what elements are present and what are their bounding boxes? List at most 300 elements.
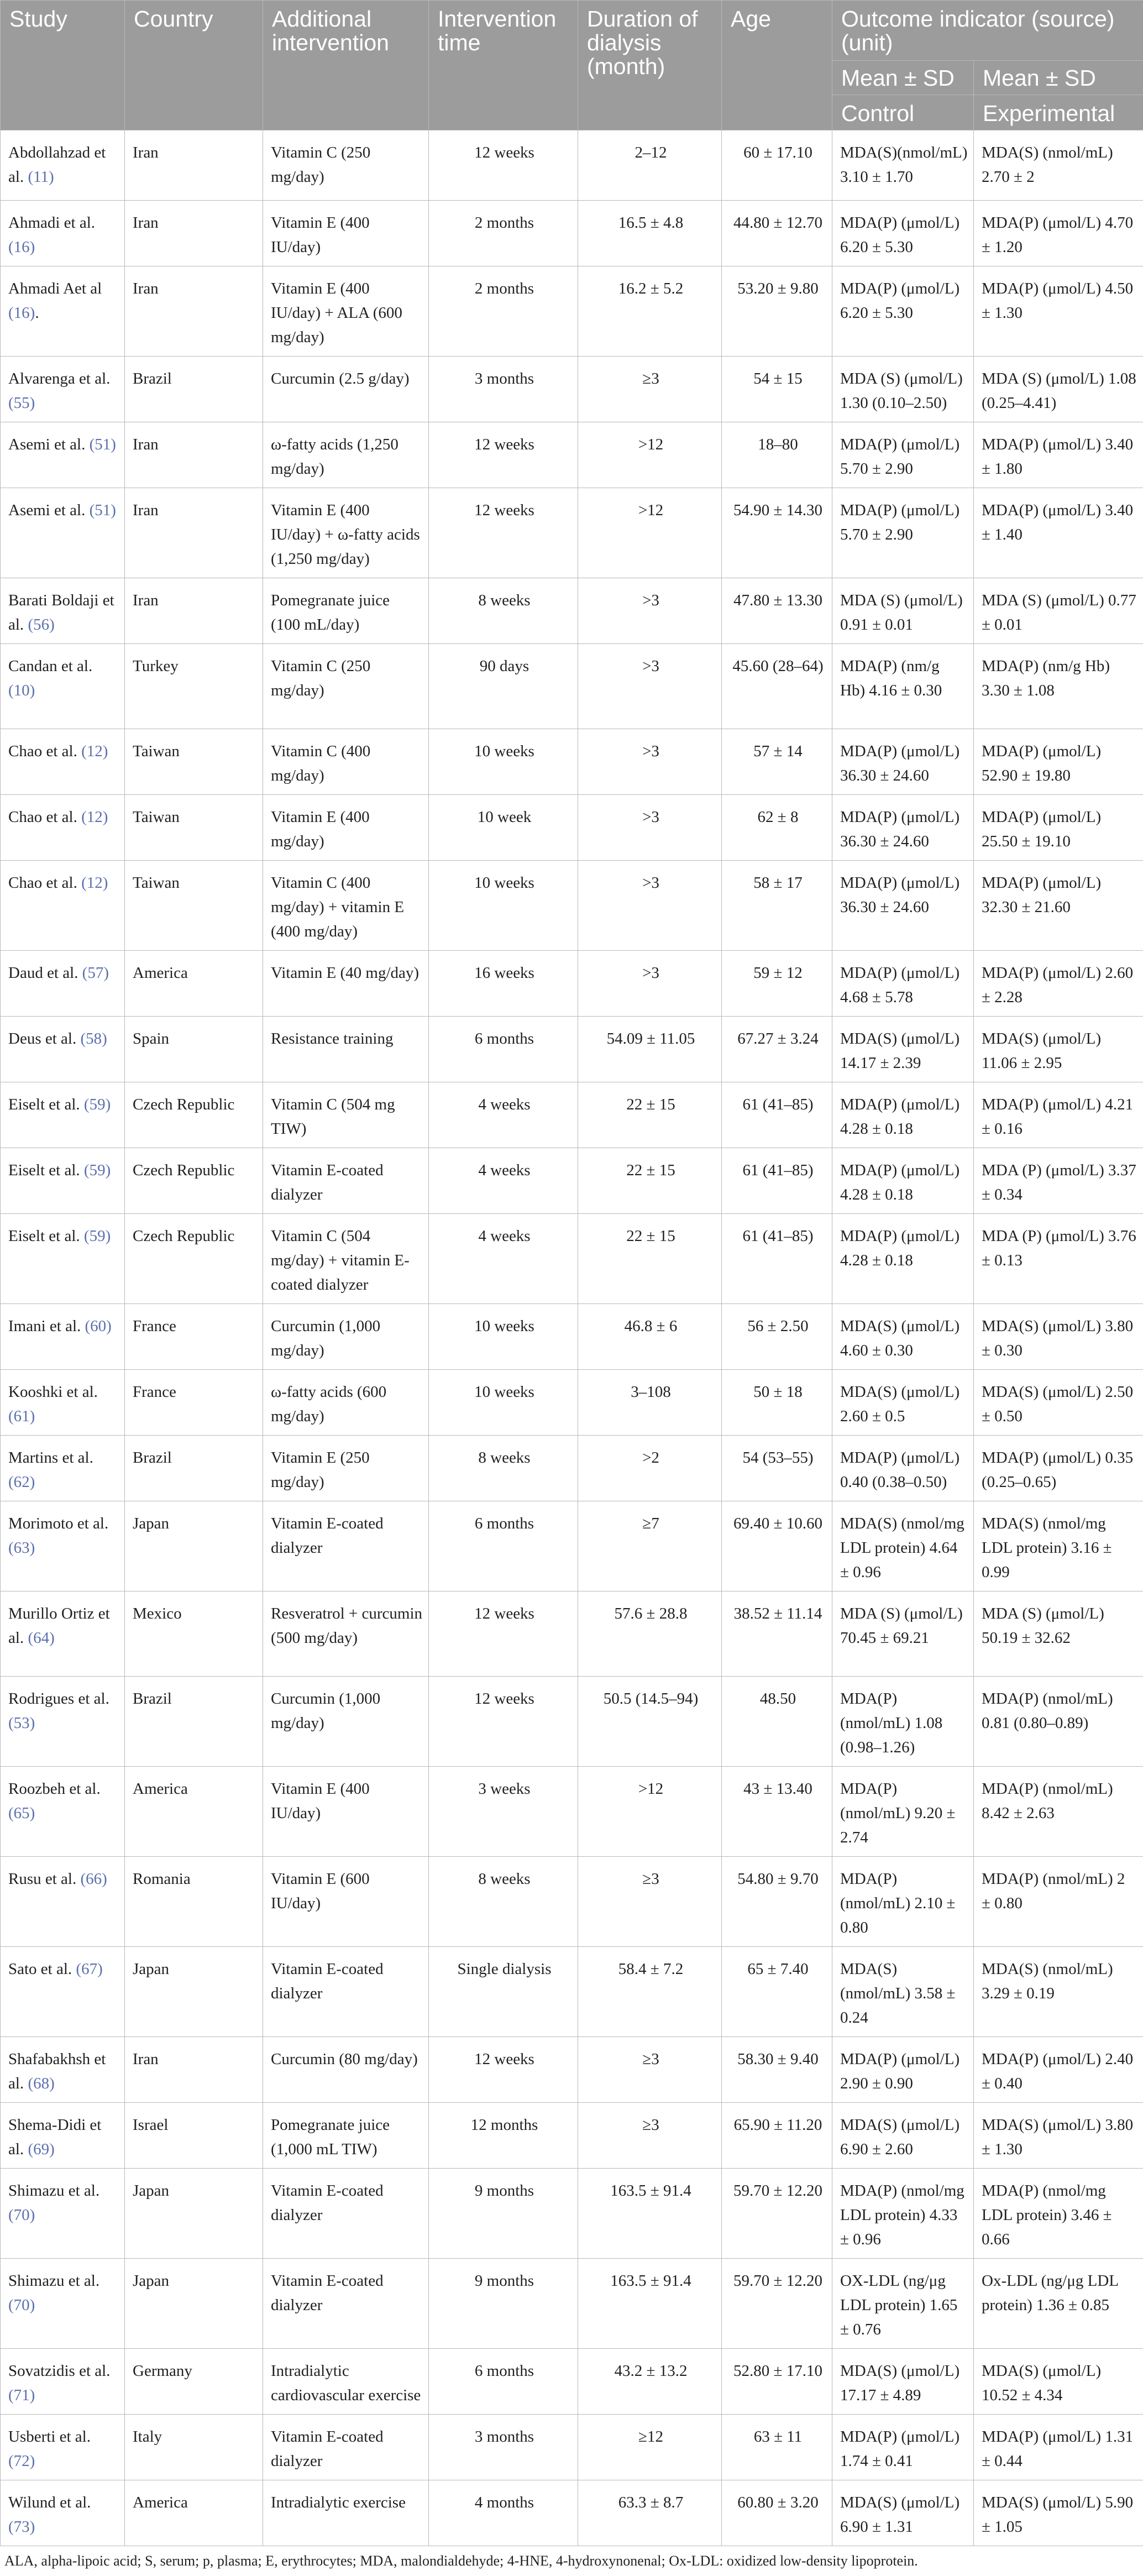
- country-cell: Iran: [125, 266, 263, 357]
- experimental-cell: MDA(P) (μmol/L) 3.40 ± 1.40: [974, 488, 1143, 578]
- study-name: Barati Boldaji et al.: [8, 591, 114, 633]
- study-cell: [1, 1082, 125, 1148]
- reference-link[interactable]: (51): [90, 436, 116, 453]
- duration-cell: 163.5 ± 91.4: [578, 2169, 722, 2259]
- experimental-cell: MDA(S) (nmol/mg LDL protein) 3.16 ± 0.99: [974, 1501, 1143, 1591]
- intervention-cell: Vitamin C (504 mg TIW): [263, 1082, 429, 1148]
- control-cell: MDA(P) (μmol/L) 2.90 ± 0.90: [832, 2037, 974, 2103]
- country-cell: America: [125, 1767, 263, 1857]
- experimental-cell: MDA (S) (μmol/L) 0.77 ± 0.01: [974, 578, 1143, 644]
- reference-link[interactable]: (53): [8, 1714, 35, 1732]
- control-cell: MDA(P) (μmol/L) 6.20 ± 5.30: [832, 201, 974, 266]
- table-row: [1, 2349, 1143, 2415]
- age-cell: 59.70 ± 12.20: [722, 2259, 832, 2349]
- country-cell: Japan: [125, 1947, 263, 2037]
- duration-cell: ≥3: [578, 2037, 722, 2103]
- intervention-cell: Vitamin E-coated dialyzer: [263, 1947, 429, 2037]
- intervention-time-cell: 4 weeks: [429, 1082, 578, 1148]
- country-cell: Japan: [125, 2259, 263, 2349]
- table-row: [1, 1857, 1143, 1947]
- study-cell: [1, 1677, 125, 1767]
- age-cell: 53.20 ± 9.80: [722, 266, 832, 357]
- country-cell: Turkey: [125, 644, 263, 729]
- intervention-time-cell: 90 days: [429, 644, 578, 729]
- reference-link[interactable]: (51): [90, 501, 116, 519]
- table-row: [1, 1017, 1143, 1082]
- table-row: [1, 2169, 1143, 2259]
- study-cell: [1, 2259, 125, 2349]
- study-cell: [1, 861, 125, 951]
- study-name: Usberti et al.: [8, 2428, 91, 2446]
- duration-cell: 54.09 ± 11.05: [578, 1017, 722, 1082]
- control-cell: MDA(S)(nmol/mL) 3.10 ± 1.70: [832, 130, 974, 201]
- intervention-time-cell: 10 weeks: [429, 729, 578, 795]
- reference-link[interactable]: (11): [28, 168, 54, 186]
- intervention-time-cell: 10 weeks: [429, 1304, 578, 1370]
- study-name: Deus et al.: [8, 1030, 76, 1048]
- table-row: [1, 1767, 1143, 1857]
- header-mean-sd-label: Mean ± SD: [832, 61, 973, 95]
- study-cell: [1, 1767, 125, 1857]
- intervention-time-cell: 3 weeks: [429, 1767, 578, 1857]
- age-cell: 59.70 ± 12.20: [722, 2169, 832, 2259]
- study-cell: [1, 1501, 125, 1591]
- study-cell: [1, 357, 125, 422]
- reference-link[interactable]: (69): [28, 2140, 54, 2158]
- country-cell: Iran: [125, 130, 263, 201]
- reference-link[interactable]: (12): [81, 742, 108, 760]
- experimental-cell: MDA(P) (μmol/L) 4.70 ± 1.20: [974, 201, 1143, 266]
- study-name: Sato et al.: [8, 1960, 72, 1978]
- intervention-cell: Pomegranate juice (100 mL/day): [263, 578, 429, 644]
- country-cell: Iran: [125, 578, 263, 644]
- intervention-time-cell: 9 months: [429, 2169, 578, 2259]
- intervention-cell: Curcumin (1,000 mg/day): [263, 1304, 429, 1370]
- age-cell: 44.80 ± 12.70: [722, 201, 832, 266]
- reference-link[interactable]: (73): [8, 2518, 35, 2536]
- country-cell: Czech Republic: [125, 1082, 263, 1148]
- control-cell: MDA(S) (μmol/L) 6.90 ± 2.60: [832, 2103, 974, 2169]
- reference-link[interactable]: (59): [84, 1227, 111, 1245]
- header-outcome-indicator: Outcome indicator (source) (unit): [832, 1, 1143, 61]
- study-cell: [1, 729, 125, 795]
- intervention-cell: Vitamin E (400 mg/day): [263, 795, 429, 861]
- control-cell: MDA(P) (nm/g Hb) 4.16 ± 0.30: [832, 644, 974, 729]
- control-cell: MDA(P) (nmol/mL) 9.20 ± 2.74: [832, 1767, 974, 1857]
- study-name: Chao et al.: [8, 874, 77, 892]
- country-cell: Romania: [125, 1857, 263, 1947]
- table-row: [1, 357, 1143, 422]
- control-cell: MDA(S) (nmol/mL) 3.58 ± 0.24: [832, 1947, 974, 2037]
- header-age: Age: [722, 1, 832, 130]
- study-name: Shimazu et al.: [8, 2182, 99, 2200]
- age-cell: 58 ± 17: [722, 861, 832, 951]
- intervention-cell: Vitamin E (400 IU/day): [263, 201, 429, 266]
- age-cell: 60.80 ± 3.20: [722, 2480, 832, 2546]
- study-name: Chao et al.: [8, 808, 77, 826]
- study-name: Shafabakhsh et al.: [8, 2050, 106, 2092]
- control-cell: MDA(S) (μmol/L) 6.90 ± 1.31: [832, 2480, 974, 2546]
- age-cell: 54 ± 15: [722, 357, 832, 422]
- reference-link[interactable]: (60): [85, 1317, 112, 1335]
- study-name: Rodrigues et al.: [8, 1690, 109, 1708]
- reference-link[interactable]: (16): [8, 304, 35, 322]
- duration-cell: >3: [578, 861, 722, 951]
- age-cell: 57 ± 14: [722, 729, 832, 795]
- intervention-cell: Vitamin E (400 IU/day) + ALA (600 mg/day): [263, 266, 429, 357]
- experimental-cell: MDA(P) (μmol/L) 2.60 ± 2.28: [974, 951, 1143, 1017]
- experimental-cell: MDA (S) (μmol/L) 1.08 (0.25–4.41): [974, 357, 1143, 422]
- reference-link[interactable]: (57): [82, 964, 109, 982]
- study-cell: [1, 644, 125, 729]
- age-cell: 38.52 ± 11.14: [722, 1591, 832, 1677]
- study-cell: [1, 2415, 125, 2480]
- table-row: [1, 1370, 1143, 1436]
- intervention-time-cell: 4 weeks: [429, 1148, 578, 1214]
- table-header: [1, 1, 1143, 130]
- age-cell: 69.40 ± 10.60: [722, 1501, 832, 1591]
- study-cell: [1, 578, 125, 644]
- intervention-time-cell: 2 months: [429, 266, 578, 357]
- reference-link[interactable]: (61): [8, 1407, 35, 1425]
- duration-cell: >3: [578, 951, 722, 1017]
- intervention-time-cell: 8 weeks: [429, 578, 578, 644]
- experimental-cell: MDA(P) (μmol/L) 3.40 ± 1.80: [974, 422, 1143, 488]
- intervention-time-cell: 6 months: [429, 1501, 578, 1591]
- reference-link[interactable]: (62): [8, 1473, 35, 1491]
- experimental-cell: MDA(P) (μmol/L) 25.50 ± 19.10: [974, 795, 1143, 861]
- reference-link[interactable]: (65): [8, 1804, 35, 1822]
- study-name: Shema-Didi et al.: [8, 2116, 101, 2158]
- table-row: [1, 795, 1143, 861]
- study-cell: [1, 422, 125, 488]
- study-cell: [1, 1017, 125, 1082]
- intervention-cell: Vitamin E-coated dialyzer: [263, 1501, 429, 1591]
- study-name: Sovatzidis et al.: [8, 2362, 110, 2380]
- intervention-cell: Vitamin C (400 mg/day): [263, 729, 429, 795]
- intervention-cell: Vitamin E (40 mg/day): [263, 951, 429, 1017]
- control-cell: MDA (S) (μmol/L) 0.91 ± 0.01: [832, 578, 974, 644]
- reference-link[interactable]: (66): [81, 1870, 107, 1888]
- reference-link[interactable]: (72): [8, 2452, 35, 2470]
- intervention-cell: Curcumin (80 mg/day): [263, 2037, 429, 2103]
- age-cell: 58.30 ± 9.40: [722, 2037, 832, 2103]
- age-cell: 18–80: [722, 422, 832, 488]
- country-cell: Taiwan: [125, 861, 263, 951]
- country-cell: America: [125, 951, 263, 1017]
- country-cell: Italy: [125, 2415, 263, 2480]
- study-cell: [1, 1370, 125, 1436]
- table-row: [1, 729, 1143, 795]
- study-name: Roozbeh et al.: [8, 1780, 101, 1798]
- experimental-cell: MDA (P) (μmol/L) 3.76 ± 0.13: [974, 1214, 1143, 1304]
- duration-cell: >3: [578, 729, 722, 795]
- intervention-time-cell: 8 weeks: [429, 1436, 578, 1501]
- table-row: [1, 1082, 1143, 1148]
- country-cell: Czech Republic: [125, 1148, 263, 1214]
- study-name: Kooshki et al.: [8, 1383, 98, 1401]
- country-cell: Spain: [125, 1017, 263, 1082]
- control-cell: MDA(P) (μmol/L) 1.74 ± 0.41: [832, 2415, 974, 2480]
- intervention-cell: Vitamin C (504 mg/day) + vitamin E-coated dialyzer: [263, 1214, 429, 1304]
- intervention-cell: Vitamin E-coated dialyzer: [263, 2259, 429, 2349]
- reference-link[interactable]: (12): [81, 874, 108, 892]
- reference-link[interactable]: (59): [84, 1096, 111, 1113]
- reference-link[interactable]: (12): [81, 808, 108, 826]
- table-row: [1, 201, 1143, 266]
- study-cell: [1, 130, 125, 201]
- age-cell: 54.90 ± 14.30: [722, 488, 832, 578]
- duration-cell: 163.5 ± 91.4: [578, 2259, 722, 2349]
- control-cell: MDA(P) (μmol/L) 36.30 ± 24.60: [832, 729, 974, 795]
- study-name: Martins et al.: [8, 1449, 93, 1467]
- study-name: Shimazu et al.: [8, 2272, 99, 2290]
- table-row: [1, 2415, 1143, 2480]
- header-country: Country: [125, 1, 263, 130]
- table-row: [1, 266, 1143, 357]
- control-cell: MDA(P) (μmol/L) 5.70 ± 2.90: [832, 488, 974, 578]
- table-row: [1, 422, 1143, 488]
- study-cell: [1, 1304, 125, 1370]
- intervention-cell: Curcumin (2.5 g/day): [263, 357, 429, 422]
- experimental-cell: MDA(S) (μmol/L) 3.80 ± 1.30: [974, 2103, 1143, 2169]
- age-cell: 65 ± 7.40: [722, 1947, 832, 2037]
- header-intervention-time: Intervention time: [429, 1, 578, 130]
- country-cell: Iran: [125, 201, 263, 266]
- study-name: Asemi et al.: [8, 501, 85, 519]
- duration-cell: 43.2 ± 13.2: [578, 2349, 722, 2415]
- study-name: Ahmadi Aet al: [8, 280, 102, 297]
- study-name: Eiselt et al.: [8, 1227, 80, 1245]
- study-name: Candan et al.: [8, 657, 92, 675]
- reference-link[interactable]: (67): [76, 1960, 102, 1978]
- study-cell: [1, 266, 125, 357]
- reference-link[interactable]: (59): [84, 1161, 111, 1179]
- study-cell: [1, 951, 125, 1017]
- reference-link[interactable]: (70): [8, 2296, 35, 2314]
- study-cell: [1, 2480, 125, 2546]
- duration-cell: 3–108: [578, 1370, 722, 1436]
- table-row: [1, 2103, 1143, 2169]
- intervention-time-cell: 12 weeks: [429, 1677, 578, 1767]
- control-cell: MDA(P) (μmol/L) 0.40 (0.38–0.50): [832, 1436, 974, 1501]
- country-cell: Taiwan: [125, 795, 263, 861]
- country-cell: Iran: [125, 422, 263, 488]
- duration-cell: 16.2 ± 5.2: [578, 266, 722, 357]
- table-row: [1, 1214, 1143, 1304]
- experimental-cell: MDA(S) (μmol/L) 5.90 ± 1.05: [974, 2480, 1143, 2546]
- reference-link[interactable]: (56): [28, 616, 54, 633]
- duration-cell: 22 ± 15: [578, 1214, 722, 1304]
- age-cell: 60 ± 17.10: [722, 130, 832, 201]
- experimental-cell: MDA(P) (μmol/L) 0.35 (0.25–0.65): [974, 1436, 1143, 1501]
- header-duration-of-dialysis: Duration of dialysis (month): [578, 1, 722, 130]
- table-row: [1, 2259, 1143, 2349]
- experimental-cell: MDA(S) (nmol/mL) 2.70 ± 2: [974, 130, 1143, 201]
- header-mean-sd-control: [832, 61, 974, 130]
- control-cell: MDA(P) (μmol/L) 36.30 ± 24.60: [832, 861, 974, 951]
- intervention-time-cell: 3 months: [429, 2415, 578, 2480]
- duration-cell: >2: [578, 1436, 722, 1501]
- age-cell: 54.80 ± 9.70: [722, 1857, 832, 1947]
- study-name: Chao et al.: [8, 742, 77, 760]
- age-cell: 65.90 ± 11.20: [722, 2103, 832, 2169]
- control-cell: MDA(P) (μmol/L) 6.20 ± 5.30: [832, 266, 974, 357]
- duration-cell: 22 ± 15: [578, 1082, 722, 1148]
- study-name: Rusu et al.: [8, 1870, 76, 1888]
- control-cell: MDA(S) (μmol/L) 2.60 ± 0.5: [832, 1370, 974, 1436]
- duration-cell: ≥3: [578, 1857, 722, 1947]
- control-cell: MDA(S) (nmol/mg LDL protein) 4.64 ± 0.96: [832, 1501, 974, 1591]
- intervention-time-cell: 2 months: [429, 201, 578, 266]
- reference-link[interactable]: (71): [8, 2386, 35, 2404]
- control-cell: MDA(P) (μmol/L) 4.28 ± 0.18: [832, 1082, 974, 1148]
- intervention-cell: Intradialytic cardiovascular exercise: [263, 2349, 429, 2415]
- country-cell: Mexico: [125, 1591, 263, 1677]
- experimental-cell: MDA(P) (μmol/L) 4.50 ± 1.30: [974, 266, 1143, 357]
- intervention-cell: Pomegranate juice (1,000 mL TIW): [263, 2103, 429, 2169]
- study-name: Eiselt et al.: [8, 1096, 80, 1113]
- study-name: Alvarenga et al.: [8, 370, 110, 388]
- age-cell: 56 ± 2.50: [722, 1304, 832, 1370]
- control-cell: MDA (S) (μmol/L) 1.30 (0.10–2.50): [832, 357, 974, 422]
- reference-link[interactable]: (16): [8, 238, 35, 256]
- country-cell: Brazil: [125, 1436, 263, 1501]
- reference-link[interactable]: (63): [8, 1539, 35, 1557]
- control-cell: MDA(P) (μmol/L) 5.70 ± 2.90: [832, 422, 974, 488]
- reference-link[interactable]: (58): [80, 1030, 107, 1048]
- duration-cell: 22 ± 15: [578, 1148, 722, 1214]
- reference-link[interactable]: (55): [8, 394, 35, 412]
- duration-cell: 46.8 ± 6: [578, 1304, 722, 1370]
- experimental-cell: MDA(P) (μmol/L) 1.31 ± 0.44: [974, 2415, 1143, 2480]
- table-row: [1, 644, 1143, 729]
- age-cell: 59 ± 12: [722, 951, 832, 1017]
- study-name: Wilund et al.: [8, 2494, 91, 2511]
- country-cell: Brazil: [125, 1677, 263, 1767]
- table-row: [1, 488, 1143, 578]
- intervention-cell: Vitamin E-coated dialyzer: [263, 2169, 429, 2259]
- study-name: Abdollahzad et al.: [8, 144, 106, 186]
- study-name: Daud et al.: [8, 964, 78, 982]
- duration-cell: 16.5 ± 4.8: [578, 201, 722, 266]
- study-cell: [1, 2349, 125, 2415]
- age-cell: 61 (41–85): [722, 1148, 832, 1214]
- intervention-time-cell: 12 weeks: [429, 130, 578, 201]
- study-cell: [1, 795, 125, 861]
- experimental-cell: MDA(P) (nmol/mg LDL protein) 3.46 ± 0.66: [974, 2169, 1143, 2259]
- table-row: [1, 578, 1143, 644]
- age-cell: 43 ± 13.40: [722, 1767, 832, 1857]
- experimental-cell: MDA(S) (μmol/L) 3.80 ± 0.30: [974, 1304, 1143, 1370]
- experimental-cell: MDA(P) (nmol/mL) 2 ± 0.80: [974, 1857, 1143, 1947]
- duration-cell: 58.4 ± 7.2: [578, 1947, 722, 2037]
- intervention-time-cell: 3 months: [429, 357, 578, 422]
- experimental-cell: MDA(P) (μmol/L) 32.30 ± 21.60: [974, 861, 1143, 951]
- table-row: [1, 1501, 1143, 1591]
- study-cell: [1, 201, 125, 266]
- study-cell: [1, 2037, 125, 2103]
- study-cell: [1, 1436, 125, 1501]
- duration-cell: ≥7: [578, 1501, 722, 1591]
- intervention-time-cell: Single dialysis: [429, 1947, 578, 2037]
- experimental-cell: MDA(P) (nmol/mL) 0.81 (0.80–0.89): [974, 1677, 1143, 1767]
- control-cell: MDA(P) (nmol/mL) 2.10 ± 0.80: [832, 1857, 974, 1947]
- age-cell: 67.27 ± 3.24: [722, 1017, 832, 1082]
- intervention-time-cell: 6 months: [429, 1017, 578, 1082]
- intervention-cell: Resveratrol + curcumin (500 mg/day): [263, 1591, 429, 1677]
- age-cell: 50 ± 18: [722, 1370, 832, 1436]
- intervention-time-cell: 4 weeks: [429, 1214, 578, 1304]
- intervention-time-cell: 10 week: [429, 795, 578, 861]
- country-cell: Brazil: [125, 357, 263, 422]
- experimental-cell: MDA(S) (μmol/L) 2.50 ± 0.50: [974, 1370, 1143, 1436]
- table-row: [1, 2037, 1143, 2103]
- intervention-cell: ω-fatty acids (1,250 mg/day): [263, 422, 429, 488]
- country-cell: Japan: [125, 2169, 263, 2259]
- age-cell: 47.80 ± 13.30: [722, 578, 832, 644]
- intervention-time-cell: 10 weeks: [429, 861, 578, 951]
- table-body: [1, 130, 1143, 2546]
- reference-link[interactable]: (68): [28, 2075, 54, 2092]
- reference-link[interactable]: (70): [8, 2206, 35, 2224]
- study-suffix: .: [35, 304, 39, 322]
- intervention-cell: Vitamin E (400 IU/day) + ω-fatty acids (1,250 mg/day): [263, 488, 429, 578]
- study-cell: [1, 1214, 125, 1304]
- duration-cell: >12: [578, 422, 722, 488]
- intervention-time-cell: 4 months: [429, 2480, 578, 2546]
- study-name: Morimoto et al.: [8, 1515, 108, 1532]
- age-cell: 62 ± 8: [722, 795, 832, 861]
- country-cell: Czech Republic: [125, 1214, 263, 1304]
- intervention-time-cell: 9 months: [429, 2259, 578, 2349]
- intervention-time-cell: 6 months: [429, 2349, 578, 2415]
- intervention-cell: Vitamin E (600 IU/day): [263, 1857, 429, 1947]
- header-additional-intervention: Additional intervention: [263, 1, 429, 130]
- study-cell: [1, 2103, 125, 2169]
- country-cell: Iran: [125, 2037, 263, 2103]
- age-cell: 52.80 ± 17.10: [722, 2349, 832, 2415]
- duration-cell: >3: [578, 644, 722, 729]
- experimental-cell: MDA(S) (μmol/L) 11.06 ± 2.95: [974, 1017, 1143, 1082]
- intervention-cell: Intradialytic exercise: [263, 2480, 429, 2546]
- control-cell: MDA(P) (nmol/mg LDL protein) 4.33 ± 0.96: [832, 2169, 974, 2259]
- reference-link[interactable]: (64): [28, 1629, 54, 1647]
- intervention-cell: Curcumin (1,000 mg/day): [263, 1677, 429, 1767]
- study-name: Murillo Ortiz et al.: [8, 1605, 110, 1647]
- header-control: Control: [832, 95, 973, 130]
- table-row: [1, 2480, 1143, 2546]
- country-cell: Israel: [125, 2103, 263, 2169]
- experimental-cell: MDA(S) (μmol/L) 10.52 ± 4.34: [974, 2349, 1143, 2415]
- country-cell: Japan: [125, 1501, 263, 1591]
- intervention-cell: Vitamin C (400 mg/day) + vitamin E (400 mg/day): [263, 861, 429, 951]
- table-row: [1, 951, 1143, 1017]
- duration-cell: >3: [578, 578, 722, 644]
- control-cell: MDA(P) (μmol/L) 36.30 ± 24.60: [832, 795, 974, 861]
- duration-cell: ≥12: [578, 2415, 722, 2480]
- control-cell: MDA(S) (μmol/L) 17.17 ± 4.89: [832, 2349, 974, 2415]
- duration-cell: ≥3: [578, 2103, 722, 2169]
- table-row: [1, 1677, 1143, 1767]
- reference-link[interactable]: (10): [8, 682, 35, 699]
- study-name: Imani et al.: [8, 1317, 81, 1335]
- country-cell: America: [125, 2480, 263, 2546]
- intervention-time-cell: 12 weeks: [429, 488, 578, 578]
- intervention-time-cell: 12 weeks: [429, 2037, 578, 2103]
- intervention-time-cell: 8 weeks: [429, 1857, 578, 1947]
- age-cell: 48.50: [722, 1677, 832, 1767]
